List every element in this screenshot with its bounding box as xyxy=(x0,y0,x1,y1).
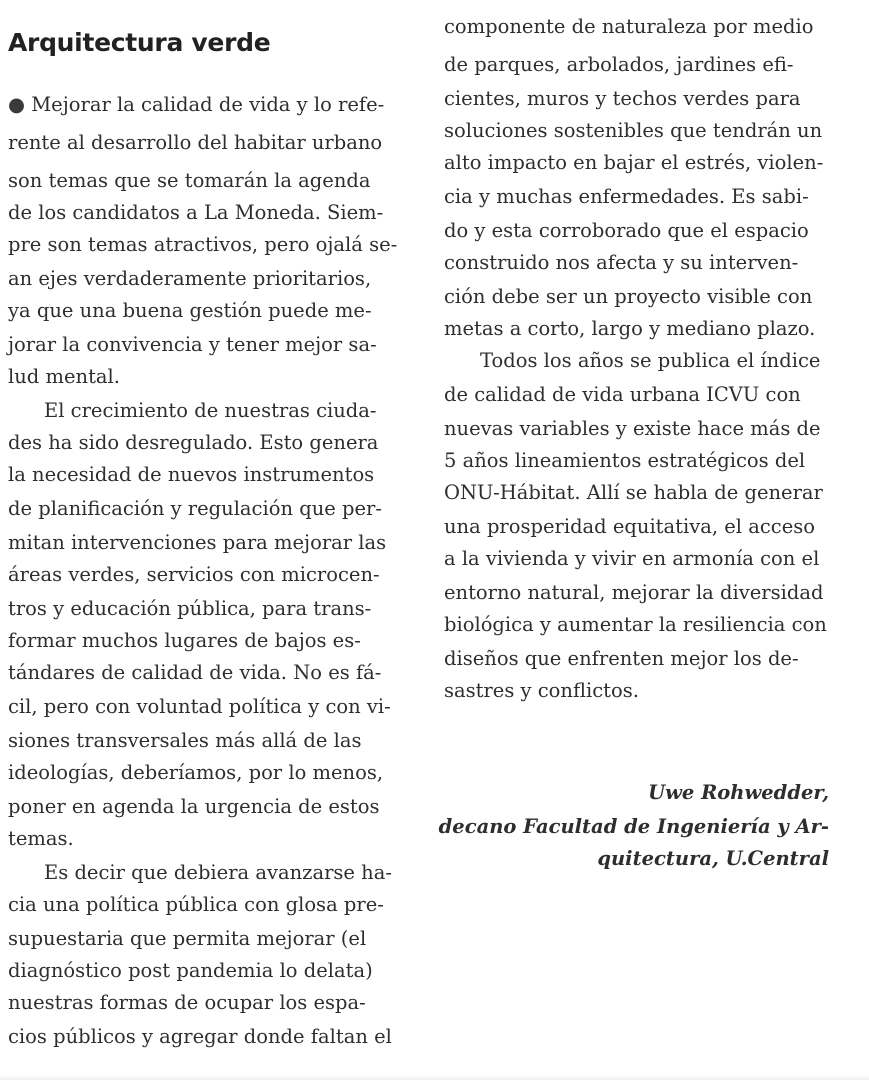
author-title: decano Facultad de Ingeniería y Ar- xyxy=(438,815,829,838)
paragraph-line: Todos los años se publica el índice xyxy=(480,349,821,372)
page-bottom-edge xyxy=(0,1074,869,1080)
paragraph-line: lud mental. xyxy=(8,365,120,388)
paragraph-line: entorno natural, mejorar la diversidad xyxy=(444,581,824,604)
paragraph-line: cios públicos y agregar donde faltan el xyxy=(8,1025,392,1048)
paragraph-line: an ejes verdaderamente prioritarios, xyxy=(8,267,372,290)
paragraph-line: construido nos afecta y su interven- xyxy=(444,251,799,274)
paragraph-line: El crecimiento de nuestras ciuda- xyxy=(44,399,377,422)
paragraph-line: cientes, muros y techos verdes para xyxy=(444,87,801,110)
paragraph-line: ideologías, deberíamos, por lo menos, xyxy=(8,761,384,784)
paragraph-line: a la vivienda y vivir en armonía con el xyxy=(444,547,820,570)
paragraph-line: ya que una buena gestión puede me- xyxy=(8,299,372,322)
paragraph-line: ción debe ser un proyecto visible con xyxy=(444,285,813,308)
paragraph-line: tros y educación pública, para trans- xyxy=(8,597,372,620)
paragraph-line: la necesidad de nuevos instrumentos xyxy=(8,463,375,486)
paragraph-line: ONU-Hábitat. Allí se habla de generar xyxy=(444,481,823,504)
paragraph-line: mitan intervenciones para mejorar las xyxy=(8,531,387,554)
paragraph-line: diagnóstico post pandemia lo delata) xyxy=(8,959,373,982)
paragraph-line: do y esta corroborado que el espacio xyxy=(444,219,809,242)
paragraph-line: nuevas variables y existe hace más de xyxy=(444,417,821,440)
paragraph-line: cil, pero con voluntad política y con vi- xyxy=(8,695,391,718)
paragraph-line: soluciones sostenibles que tendrán un xyxy=(444,119,823,142)
paragraph-line: cia y muchas enfermedades. Es sabi- xyxy=(444,185,809,208)
paragraph-line: tándares de calidad de vida. No es fá- xyxy=(8,661,382,684)
paragraph-line: 5 años lineamientos estratégicos del xyxy=(444,449,806,472)
paragraph-line: alto impacto en bajar el estrés, violen- xyxy=(444,151,824,174)
paragraph-line: de planificación y regulación que per- xyxy=(8,497,382,520)
paragraph-line: cia una política pública con glosa pre- xyxy=(8,893,384,916)
paragraph-line: pre son temas atractivos, pero ojalá se- xyxy=(8,233,398,256)
bullet-icon: ● xyxy=(8,93,26,116)
paragraph-line: son temas que se tomarán la agenda xyxy=(8,169,371,192)
author-affiliation: quitectura, U.Central xyxy=(597,847,829,870)
paragraph-line: supuestaria que permita mejorar (el xyxy=(8,927,367,950)
paragraph-line: formar muchos lugares de bajos es- xyxy=(8,629,361,652)
paragraph-line: metas a corto, largo y mediano plazo. xyxy=(444,317,816,340)
paragraph-line: sastres y conflictos. xyxy=(444,679,639,702)
paragraph-line: nuestras formas de ocupar los espa- xyxy=(8,991,366,1014)
paragraph-line: de parques, arbolados, jardines efi- xyxy=(444,53,794,76)
paragraph-line: siones transversales más allá de las xyxy=(8,729,362,752)
paragraph-line: jorar la convivencia y tener mejor sa- xyxy=(8,333,377,356)
paragraph-line: temas. xyxy=(8,827,74,850)
paragraph-line: diseños que enfrenten mejor los de- xyxy=(444,647,799,670)
paragraph-line: rente al desarrollo del habitar urbano xyxy=(8,131,383,154)
paragraph-line: áreas verdes, servicios con microcen- xyxy=(8,563,380,586)
paragraph-line: des ha sido desregulado. Esto genera xyxy=(8,431,379,454)
paragraph-line: de calidad de vida urbana ICVU con xyxy=(444,383,801,406)
paragraph-line: de los candidatos a La Moneda. Siem- xyxy=(8,201,384,224)
paragraph-line: una prosperidad equitativa, el acceso xyxy=(444,515,815,538)
author-name: Uwe Rohwedder, xyxy=(648,781,829,804)
paragraph-line: poner en agenda la urgencia de estos xyxy=(8,795,380,818)
article-title: Arquitectura verde xyxy=(8,28,271,57)
paragraph-line: ● Mejorar la calidad de vida y lo refe- xyxy=(8,93,385,116)
paragraph-line: componente de naturaleza por medio xyxy=(444,15,814,38)
paragraph-line: biológica y aumentar la resiliencia con xyxy=(444,613,827,636)
paragraph-line: Es decir que debiera avanzarse ha- xyxy=(44,861,392,884)
